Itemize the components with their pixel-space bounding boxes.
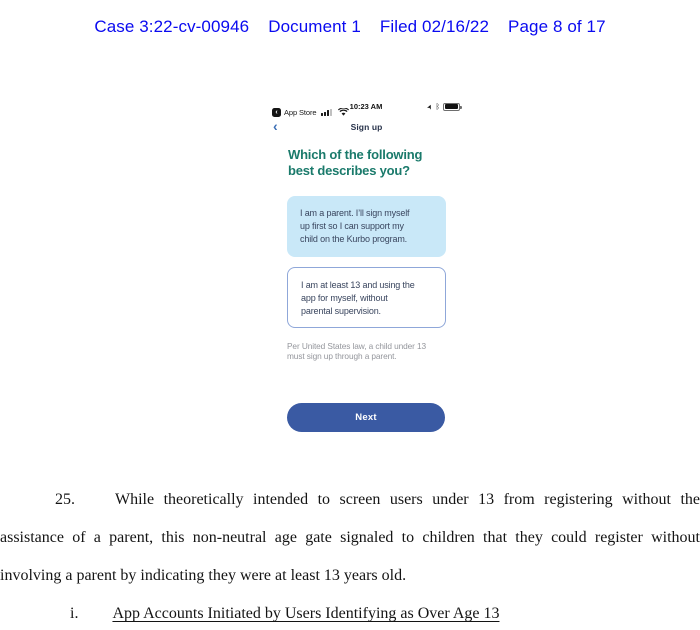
app-store-breadcrumb-label[interactable]: App Store: [284, 107, 317, 117]
court-filing-header: [0, 17, 700, 37]
back-chevron-icon[interactable]: ‹: [273, 118, 278, 134]
app-store-breadcrumb-icon[interactable]: ‹: [272, 108, 281, 117]
filed-date: Filed 02/16/22: [379, 17, 490, 36]
parent-option-text-line: child on the Kurbo program.: [300, 234, 408, 244]
option-card-over-13[interactable]: [287, 267, 446, 328]
paragraph-25-line-2: assistance of a parent, this non-neutral age gate signaled to children that they could register without: [0, 529, 700, 546]
page-number: Page 8 of 17: [508, 17, 606, 36]
document-number: Document 1: [268, 17, 361, 36]
subheading-title: App Accounts Initiated by Users Identifying as Over Age 13: [112, 605, 500, 622]
subheading-roman-numeral: i.: [70, 605, 79, 622]
paragraph-number: 25.: [55, 491, 75, 508]
teen-option-text-line: parental supervision.: [301, 306, 381, 316]
paragraph-25-text: While theoretically intended to screen users under 13 from registering without the: [115, 491, 700, 508]
case-number: Case 3:22-cv-00946: [94, 17, 250, 36]
cell-signal-icon: [321, 108, 332, 116]
legal-body: [0, 481, 700, 630]
parent-option-text-line: I am a parent. I’ll sign myself: [300, 208, 410, 218]
location-services-icon: ➤: [425, 102, 435, 111]
next-button[interactable]: Next: [287, 403, 445, 432]
subheading-i: [0, 595, 700, 630]
paragraph-25-line-1: [0, 481, 700, 519]
disclaimer-line: must sign up through a parent.: [287, 351, 397, 361]
question-line-2: best describes you?: [288, 163, 410, 178]
parent-option-text-line: up first so I can support my: [300, 221, 404, 231]
signup-screen-title: Sign up: [350, 122, 383, 132]
status-bar-time: 10:23 AM: [349, 102, 383, 111]
age-gate-question: [288, 147, 422, 179]
bluetooth-icon: ᛒ: [435, 102, 440, 111]
status-bar-right: [427, 102, 460, 111]
option-card-parent[interactable]: [287, 196, 446, 257]
battery-icon: [443, 103, 460, 111]
paragraph-25-line-3: involving a parent by indicating they were at least 13 years old.: [0, 567, 407, 584]
disclaimer-line: Per United States law, a child under 13: [287, 341, 427, 351]
teen-option-text-line: app for myself, without: [301, 293, 388, 303]
coppa-disclaimer: [287, 341, 426, 361]
teen-option-text-line: I am at least 13 and using the: [301, 280, 415, 290]
question-line-1: Which of the following: [288, 147, 423, 162]
status-bar: [263, 103, 470, 115]
phone-screenshot: [263, 95, 470, 440]
